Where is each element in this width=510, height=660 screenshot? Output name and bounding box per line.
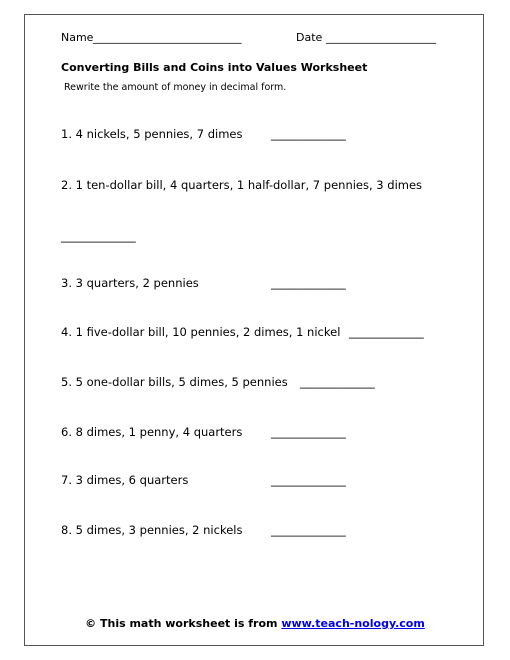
answer-blank-1[interactable]: _____________ — [271, 127, 346, 141]
worksheet-title: Converting Bills and Coins into Values Worksheet — [61, 61, 368, 74]
answer-blank-4[interactable]: _____________ — [349, 325, 424, 339]
date-blank[interactable]: ____________________ — [326, 31, 436, 44]
problem-7: 7. 3 dimes, 6 quarters — [61, 473, 189, 487]
footer-link[interactable]: www.teach-nology.com — [281, 617, 425, 630]
problem-3: 3. 3 quarters, 2 pennies — [61, 276, 199, 290]
problem-6: 6. 8 dimes, 1 penny, 4 quarters — [61, 425, 243, 439]
answer-blank-6[interactable]: _____________ — [271, 425, 346, 439]
problem-5: 5. 5 one-dollar bills, 5 dimes, 5 pennies — [61, 375, 288, 389]
problem-8: 8. 5 dimes, 3 pennies, 2 nickels — [61, 523, 243, 537]
answer-blank-3[interactable]: _____________ — [271, 276, 346, 290]
problem-2: 2. 1 ten-dollar bill, 4 quarters, 1 half-dollar, 7 pennies, 3 dimes — [61, 178, 423, 192]
footer — [0, 617, 510, 630]
answer-blank-7[interactable]: _____________ — [271, 473, 346, 487]
answer-blank-5[interactable]: _____________ — [300, 375, 375, 389]
footer-text: © This math worksheet is from — [85, 617, 282, 630]
instructions: Rewrite the amount of money in decimal form. — [64, 82, 287, 93]
answer-blank-8[interactable]: _____________ — [271, 523, 346, 537]
name-label: Name — [61, 31, 94, 44]
answer-blank-2[interactable]: _____________ — [61, 229, 136, 243]
problem-4: 4. 1 five-dollar bill, 10 pennies, 2 dimes, 1 nickel — [61, 325, 341, 339]
problem-1: 1. 4 nickels, 5 pennies, 7 dimes — [61, 127, 243, 141]
name-blank[interactable]: ___________________________ — [93, 31, 242, 44]
date-label: Date — [296, 31, 323, 44]
